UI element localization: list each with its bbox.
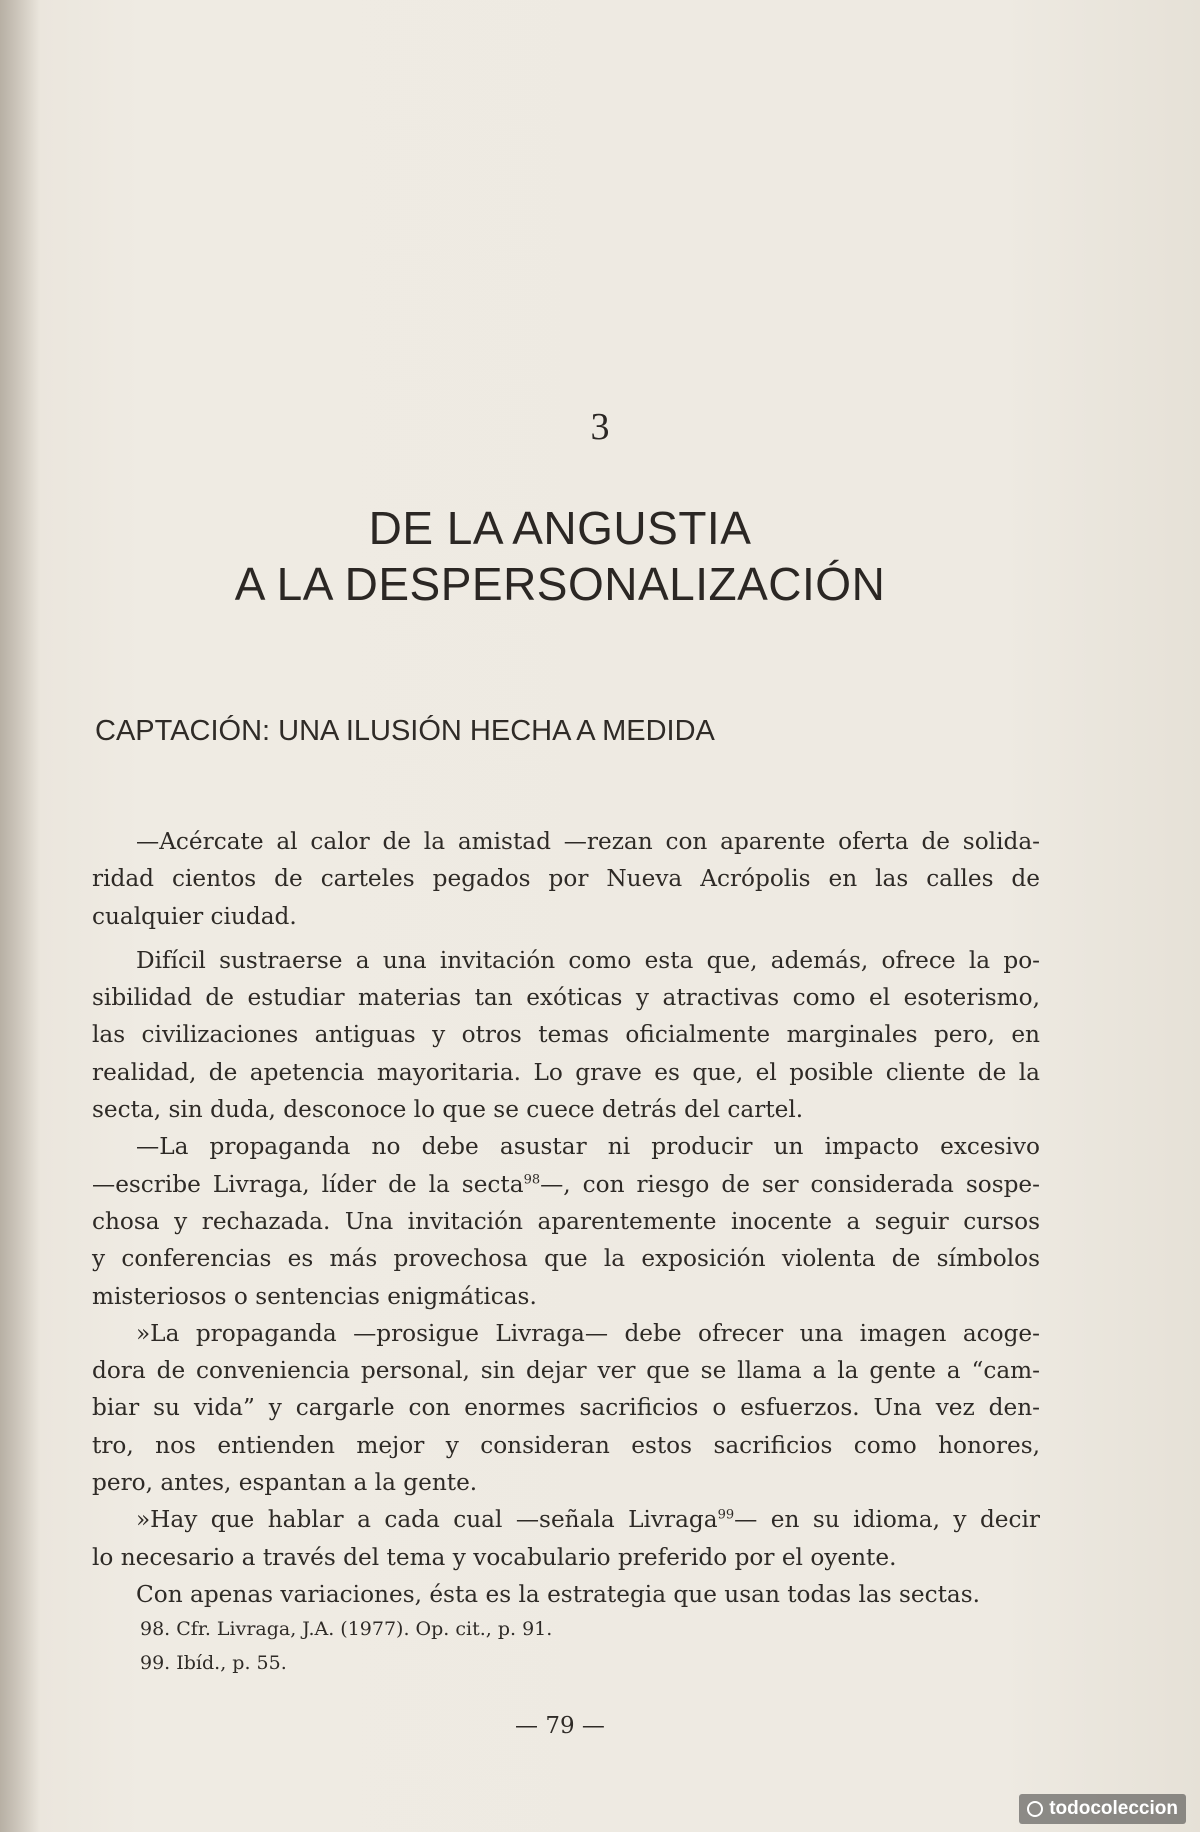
body-line-text: — en su idioma, y decir [734,1506,1041,1534]
body-line [92,860,1040,897]
body-line-text: biar su vida” y cargarle con enormes sacrificios o esfuerzos. Una vez den- [92,1394,1040,1422]
body-line-text: cualquier ciudad. [92,902,297,930]
body-line [92,1054,1040,1091]
body-line [92,1240,1040,1277]
body-line [92,823,1040,860]
watermark [1019,1794,1186,1824]
body-line-text: pero, antes, espantan a la gente. [92,1469,478,1497]
chapter-title-line: A LA DESPERSONALIZACIÓN [234,558,886,610]
body-line-text: —Acércate al calor de la amistad —rezan con aparente oferta de solida- [136,828,1040,855]
body-line-text: »Hay que hablar a cada cual —señala Livraga [136,1506,718,1534]
body-line-text: realidad, de apetencia mayoritaria. Lo grave es que, el posible cliente de la [92,1058,1040,1086]
body-line [92,1315,1040,1352]
body-line-text: tro, nos entienden mejor y consideran estos sacrificios como honores, [92,1431,1040,1459]
body-line-text: lo necesario a través del tema y vocabulario preferido por el oyente. [92,1543,897,1571]
body-line [92,1427,1040,1464]
body-text [92,823,1040,1613]
footnotes [140,1612,552,1680]
body-line-text: y conferencias es más provechosa que la exposición violenta de símbolos [92,1245,1040,1273]
body-line-text: »La propaganda —prosigue Livraga— debe ofrecer una imagen acoge- [136,1319,1040,1347]
body-line-text: —, con riesgo de ser considerada sospe- [540,1170,1040,1198]
spine-shadow [0,0,40,1832]
body-line [92,1016,1040,1053]
body-line [92,1166,1040,1203]
body-line [92,898,1040,935]
body-line-text: ridad cientos de carteles pegados por Nueva Acrópolis en las calles de [92,865,1040,893]
body-line-text: secta, sin duda, desconoce lo que se cuece detrás del cartel. [92,1096,804,1124]
body-line-text: sibilidad de estudiar materias tan exóticas y atractivas como el esoterismo, [92,984,1040,1012]
body-line-text: chosa y rechazada. Una invitación aparentemente inocente a seguir cursos [92,1207,1040,1235]
body-line-text: —escribe Livraga, líder de la secta [92,1170,524,1198]
watermark-logo-icon [1027,1801,1043,1817]
body-line-text: —La propaganda no debe asustar ni producir un impacto excesivo [136,1133,1040,1161]
body-line [92,1091,1040,1128]
chapter-title-line: DE LA ANGUSTIA [368,502,752,554]
footnote-98: 98. Cfr. Livraga, J.A. (1977). Op. cit., p. 91. [140,1618,553,1640]
body-line [92,1464,1040,1501]
section-heading: CAPTACIÓN: UNA ILUSIÓN HECHA A MEDIDA [95,715,715,747]
body-line [92,979,1040,1016]
body-line [92,1576,1040,1613]
body-line [92,1501,1040,1538]
body-line-text: Con apenas variaciones, ésta es la estrategia que usan todas las sectas. [136,1580,980,1608]
body-line [92,1389,1040,1426]
body-line-text: misteriosos o sentencias enigmáticas. [92,1282,537,1310]
body-line [92,1128,1040,1165]
body-line [92,1203,1040,1240]
body-line [92,1278,1040,1315]
body-line-text: dora de conveniencia personal, sin dejar ver que se llama a la gente a “cam- [92,1357,1040,1385]
chapter-number: 3 [590,406,610,448]
page-number: — 79 — [515,1713,605,1739]
footnote-reference: 99 [717,1507,735,1523]
watermark-text: todocoleccion [1049,1798,1178,1819]
body-line [92,1352,1040,1389]
body-line-text: Difícil sustraerse a una invitación como esta que, además, ofrece la po- [136,946,1040,974]
body-line [92,1539,1040,1576]
footnote-reference: 98 [523,1171,541,1187]
footnote-99: 99. Ibíd., p. 55. [140,1652,287,1674]
body-line-text: las civilizaciones antiguas y otros temas oficialmente marginales pero, en [92,1021,1040,1049]
chapter-title [0,500,1120,612]
body-line [92,942,1040,979]
